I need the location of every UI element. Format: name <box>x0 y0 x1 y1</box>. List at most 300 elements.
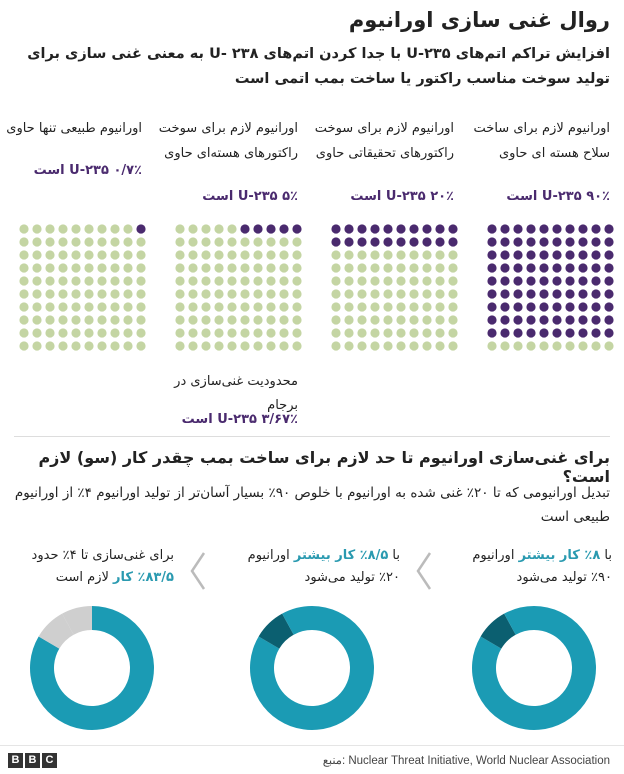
u238-dot <box>214 302 223 311</box>
u235-dot <box>526 289 535 298</box>
donut-chart-90 <box>472 606 596 730</box>
u238-dot <box>435 315 444 324</box>
chevron-left-icon <box>188 551 208 591</box>
u235-dot <box>565 302 574 311</box>
u238-dot <box>123 289 132 298</box>
u235-dot <box>396 224 405 233</box>
grid-value-research: ۲۰٪ ۲۳۵-U است <box>350 189 454 204</box>
u238-dot <box>32 341 41 350</box>
u238-dot <box>266 289 275 298</box>
u238-dot <box>19 328 28 337</box>
u238-dot <box>58 302 67 311</box>
u238-dot <box>97 341 106 350</box>
u238-dot <box>110 224 119 233</box>
u235-dot <box>552 289 561 298</box>
u238-dot <box>201 276 210 285</box>
u238-dot <box>240 276 249 285</box>
u235-dot <box>552 315 561 324</box>
u235-dot <box>500 263 509 272</box>
u238-dot <box>370 289 379 298</box>
u238-dot <box>279 276 288 285</box>
u238-dot <box>84 289 93 298</box>
u238-dot <box>331 315 340 324</box>
u238-dot <box>84 315 93 324</box>
u235-dot <box>292 224 301 233</box>
u235-dot <box>578 276 587 285</box>
u238-dot <box>136 289 145 298</box>
u238-dot <box>279 302 288 311</box>
u238-dot <box>357 328 366 337</box>
u235-dot <box>487 276 496 285</box>
u238-dot <box>370 315 379 324</box>
u235-dot <box>539 263 548 272</box>
u235-dot <box>136 224 145 233</box>
u235-dot <box>487 224 496 233</box>
u238-dot <box>175 276 184 285</box>
u238-dot <box>357 250 366 259</box>
u235-dot <box>591 315 600 324</box>
u235-dot <box>253 224 262 233</box>
u238-dot <box>58 250 67 259</box>
u238-dot <box>240 302 249 311</box>
u238-dot <box>45 328 54 337</box>
u238-dot <box>58 289 67 298</box>
u235-dot <box>578 315 587 324</box>
u235-dot <box>552 328 561 337</box>
u238-dot <box>71 289 80 298</box>
u238-dot <box>201 250 210 259</box>
u238-dot <box>58 263 67 272</box>
u238-dot <box>357 276 366 285</box>
u238-dot <box>227 341 236 350</box>
u238-dot <box>201 302 210 311</box>
grid-label-research: اورانیوم لازم برای سوخت راکتورهای تحقیقاتی حاوی <box>314 121 454 161</box>
dot-grid-natural <box>6 224 146 364</box>
u235-dot <box>578 263 587 272</box>
u238-dot <box>487 341 496 350</box>
u238-dot <box>227 250 236 259</box>
u238-dot <box>19 263 28 272</box>
u235-dot <box>565 328 574 337</box>
u238-dot <box>604 341 613 350</box>
u235-dot <box>552 302 561 311</box>
stage-prefix: با <box>392 548 400 563</box>
u235-dot <box>487 289 496 298</box>
stage-accent: ۸٪ کار بیشتر <box>518 548 601 563</box>
u238-dot <box>71 224 80 233</box>
u238-dot <box>32 302 41 311</box>
u238-dot <box>435 289 444 298</box>
u238-dot <box>136 315 145 324</box>
logo-letter: B <box>25 753 40 768</box>
u238-dot <box>214 237 223 246</box>
u238-dot <box>227 237 236 246</box>
u235-dot <box>539 276 548 285</box>
u238-dot <box>97 250 106 259</box>
footer-divider <box>0 745 624 746</box>
u235-dot <box>357 224 366 233</box>
u238-dot <box>214 263 223 272</box>
u238-dot <box>448 302 457 311</box>
grid-value-power: ۵٪ ۲۳۵-U است <box>202 189 298 204</box>
u238-dot <box>71 315 80 324</box>
u235-dot <box>526 315 535 324</box>
u235-dot <box>526 224 535 233</box>
u235-dot <box>578 302 587 311</box>
u235-dot <box>487 302 496 311</box>
section-divider <box>14 436 610 437</box>
u235-dot <box>331 224 340 233</box>
u238-dot <box>84 276 93 285</box>
u235-dot <box>604 276 613 285</box>
u238-dot <box>448 289 457 298</box>
u238-dot <box>422 263 431 272</box>
u238-dot <box>175 237 184 246</box>
u238-dot <box>344 289 353 298</box>
u235-dot <box>539 224 548 233</box>
u235-dot <box>539 328 548 337</box>
u238-dot <box>331 263 340 272</box>
u238-dot <box>97 315 106 324</box>
donut-chart-4 <box>30 606 154 730</box>
u235-dot <box>604 224 613 233</box>
grid-label-power: اورانیوم لازم برای سوخت راکتورهای هسته‌ای حاوی <box>158 121 298 161</box>
logo-letter: C <box>42 753 57 768</box>
u238-dot <box>123 328 132 337</box>
u238-dot <box>396 315 405 324</box>
u238-dot <box>370 250 379 259</box>
u238-dot <box>396 263 405 272</box>
u235-dot <box>565 315 574 324</box>
u238-dot <box>448 250 457 259</box>
u235-dot <box>513 276 522 285</box>
u235-dot <box>487 263 496 272</box>
u235-dot <box>565 289 574 298</box>
u238-dot <box>279 315 288 324</box>
u238-dot <box>71 328 80 337</box>
jcpoa-limit-note: محدودیت غنی‌سازی در برجام <box>174 374 298 413</box>
u238-dot <box>396 341 405 350</box>
u238-dot <box>396 250 405 259</box>
u238-dot <box>370 276 379 285</box>
u235-dot <box>487 315 496 324</box>
u238-dot <box>422 250 431 259</box>
u238-dot <box>279 250 288 259</box>
u235-dot <box>435 237 444 246</box>
stage-text-90 <box>452 545 612 589</box>
u238-dot <box>175 315 184 324</box>
u238-dot <box>409 341 418 350</box>
u238-dot <box>97 263 106 272</box>
u235-dot <box>422 237 431 246</box>
u238-dot <box>188 224 197 233</box>
u235-dot <box>591 250 600 259</box>
u235-dot <box>539 302 548 311</box>
u238-dot <box>123 263 132 272</box>
u238-dot <box>591 341 600 350</box>
u238-dot <box>110 289 119 298</box>
u238-dot <box>344 276 353 285</box>
u235-dot <box>552 263 561 272</box>
u235-dot <box>513 302 522 311</box>
u238-dot <box>84 237 93 246</box>
grid-value-natural: ۰/۷٪ ۲۳۵-U است <box>33 163 142 178</box>
u238-dot <box>175 302 184 311</box>
u238-dot <box>448 276 457 285</box>
u238-dot <box>344 263 353 272</box>
u238-dot <box>448 341 457 350</box>
u238-dot <box>383 302 392 311</box>
u238-dot <box>292 263 301 272</box>
u238-dot <box>214 341 223 350</box>
u238-dot <box>253 341 262 350</box>
u238-dot <box>539 341 548 350</box>
u235-dot <box>565 276 574 285</box>
u238-dot <box>32 289 41 298</box>
u238-dot <box>175 289 184 298</box>
u238-dot <box>578 341 587 350</box>
u238-dot <box>58 237 67 246</box>
u235-dot <box>578 250 587 259</box>
u238-dot <box>422 315 431 324</box>
u235-dot <box>500 328 509 337</box>
u235-dot <box>513 224 522 233</box>
u238-dot <box>344 341 353 350</box>
u238-dot <box>214 224 223 233</box>
u238-dot <box>110 276 119 285</box>
grid-label-weapon: اورانیوم لازم برای ساخت سلاح هسته ای حاوی <box>473 121 610 161</box>
u238-dot <box>279 341 288 350</box>
u238-dot <box>227 315 236 324</box>
u238-dot <box>58 328 67 337</box>
u238-dot <box>123 276 132 285</box>
u238-dot <box>71 263 80 272</box>
u235-dot <box>552 237 561 246</box>
u238-dot <box>214 315 223 324</box>
u238-dot <box>97 289 106 298</box>
u238-dot <box>227 276 236 285</box>
u238-dot <box>110 315 119 324</box>
u238-dot <box>32 250 41 259</box>
u238-dot <box>123 237 132 246</box>
u238-dot <box>84 341 93 350</box>
u238-dot <box>123 224 132 233</box>
u238-dot <box>370 328 379 337</box>
u238-dot <box>383 341 392 350</box>
u235-dot <box>266 224 275 233</box>
u235-dot <box>565 237 574 246</box>
u238-dot <box>123 302 132 311</box>
u235-dot <box>604 328 613 337</box>
u238-dot <box>396 289 405 298</box>
dot-grid-power <box>162 224 302 364</box>
u235-dot <box>539 250 548 259</box>
u238-dot <box>331 328 340 337</box>
u238-dot <box>396 328 405 337</box>
u238-dot <box>45 302 54 311</box>
u238-dot <box>188 276 197 285</box>
u238-dot <box>19 224 28 233</box>
grid-value-weapon: ۹۰٪ ۲۳۵-U است <box>506 189 610 204</box>
u238-dot <box>331 341 340 350</box>
u235-dot <box>526 263 535 272</box>
u238-dot <box>201 315 210 324</box>
u238-dot <box>84 302 93 311</box>
u238-dot <box>188 302 197 311</box>
source-note: منبع: Nuclear Threat Initiative, World Nuclear Association <box>322 755 610 767</box>
u238-dot <box>123 341 132 350</box>
u238-dot <box>45 250 54 259</box>
u238-dot <box>292 289 301 298</box>
u238-dot <box>84 263 93 272</box>
u235-dot <box>565 250 574 259</box>
u238-dot <box>383 263 392 272</box>
u238-dot <box>71 302 80 311</box>
u238-dot <box>383 276 392 285</box>
u238-dot <box>136 302 145 311</box>
u235-dot <box>500 224 509 233</box>
u235-dot <box>513 250 522 259</box>
u238-dot <box>292 302 301 311</box>
u238-dot <box>45 341 54 350</box>
u238-dot <box>253 289 262 298</box>
u238-dot <box>110 302 119 311</box>
u235-dot <box>604 237 613 246</box>
u238-dot <box>58 224 67 233</box>
grid-label-natural: اورانیوم طبیعی تنها حاوی <box>6 121 142 136</box>
logo-letter: B <box>8 753 23 768</box>
u238-dot <box>45 276 54 285</box>
u238-dot <box>240 328 249 337</box>
u235-dot <box>344 224 353 233</box>
u235-dot <box>591 302 600 311</box>
u238-dot <box>292 328 301 337</box>
u238-dot <box>136 276 145 285</box>
u238-dot <box>292 341 301 350</box>
u235-dot <box>370 237 379 246</box>
stage-prefix: برای غنی‌سازی تا ۴٪ حدود <box>31 548 174 563</box>
u238-dot <box>448 328 457 337</box>
u235-dot <box>331 237 340 246</box>
bbc-logo <box>8 753 57 768</box>
u238-dot <box>136 250 145 259</box>
u238-dot <box>409 263 418 272</box>
u238-dot <box>136 237 145 246</box>
u238-dot <box>110 341 119 350</box>
u235-dot <box>552 224 561 233</box>
u238-dot <box>188 263 197 272</box>
u238-dot <box>175 328 184 337</box>
u238-dot <box>45 237 54 246</box>
donut-chart-20 <box>250 606 374 730</box>
u238-dot <box>357 341 366 350</box>
u238-dot <box>227 328 236 337</box>
u238-dot <box>383 315 392 324</box>
u238-dot <box>84 328 93 337</box>
u238-dot <box>175 250 184 259</box>
u238-dot <box>253 328 262 337</box>
u238-dot <box>370 263 379 272</box>
u238-dot <box>97 224 106 233</box>
stage-suffix: اورانیوم ۹۰٪ تولید می‌شود <box>472 548 612 585</box>
u238-dot <box>357 263 366 272</box>
u238-dot <box>97 276 106 285</box>
page-title: روال غنی سازی اورانیوم <box>348 8 610 32</box>
u238-dot <box>110 263 119 272</box>
u238-dot <box>32 224 41 233</box>
u235-dot <box>591 328 600 337</box>
u238-dot <box>71 341 80 350</box>
u235-dot <box>552 250 561 259</box>
u238-dot <box>32 276 41 285</box>
u238-dot <box>110 237 119 246</box>
u238-dot <box>409 250 418 259</box>
u238-dot <box>19 237 28 246</box>
u238-dot <box>19 341 28 350</box>
u235-dot <box>578 224 587 233</box>
section-text: تبدیل اورانیومی که تا ۲۰٪ غنی شده به اورانیوم با خلوص ۹۰٪ بسیار آسان‌تر از تولید اورانیوم ۴٪ از اورانیوم طبیعی است <box>14 485 610 525</box>
u238-dot <box>214 276 223 285</box>
u238-dot <box>292 250 301 259</box>
u238-dot <box>123 250 132 259</box>
u238-dot <box>45 315 54 324</box>
u238-dot <box>19 302 28 311</box>
u238-dot <box>240 315 249 324</box>
u238-dot <box>422 341 431 350</box>
u238-dot <box>84 224 93 233</box>
u235-dot <box>526 237 535 246</box>
u238-dot <box>58 276 67 285</box>
u238-dot <box>383 289 392 298</box>
u235-dot <box>513 289 522 298</box>
u238-dot <box>383 328 392 337</box>
u238-dot <box>266 315 275 324</box>
u235-dot <box>591 263 600 272</box>
u238-dot <box>565 341 574 350</box>
stage-suffix: لازم است <box>55 570 109 585</box>
u238-dot <box>344 328 353 337</box>
u238-dot <box>97 237 106 246</box>
u238-dot <box>253 315 262 324</box>
u238-dot <box>279 289 288 298</box>
u238-dot <box>45 224 54 233</box>
u238-dot <box>227 302 236 311</box>
u238-dot <box>45 289 54 298</box>
u235-dot <box>357 237 366 246</box>
u235-dot <box>279 224 288 233</box>
u238-dot <box>32 237 41 246</box>
u235-dot <box>591 289 600 298</box>
u238-dot <box>357 289 366 298</box>
u238-dot <box>175 224 184 233</box>
u238-dot <box>71 237 80 246</box>
u238-dot <box>435 328 444 337</box>
u238-dot <box>357 302 366 311</box>
u235-dot <box>591 276 600 285</box>
u238-dot <box>513 341 522 350</box>
u238-dot <box>409 328 418 337</box>
u235-dot <box>500 237 509 246</box>
u238-dot <box>344 315 353 324</box>
u235-dot <box>513 328 522 337</box>
u238-dot <box>292 237 301 246</box>
u235-dot <box>344 237 353 246</box>
u235-dot <box>500 276 509 285</box>
u238-dot <box>123 315 132 324</box>
u235-dot <box>526 302 535 311</box>
u238-dot <box>32 315 41 324</box>
u235-dot <box>604 302 613 311</box>
